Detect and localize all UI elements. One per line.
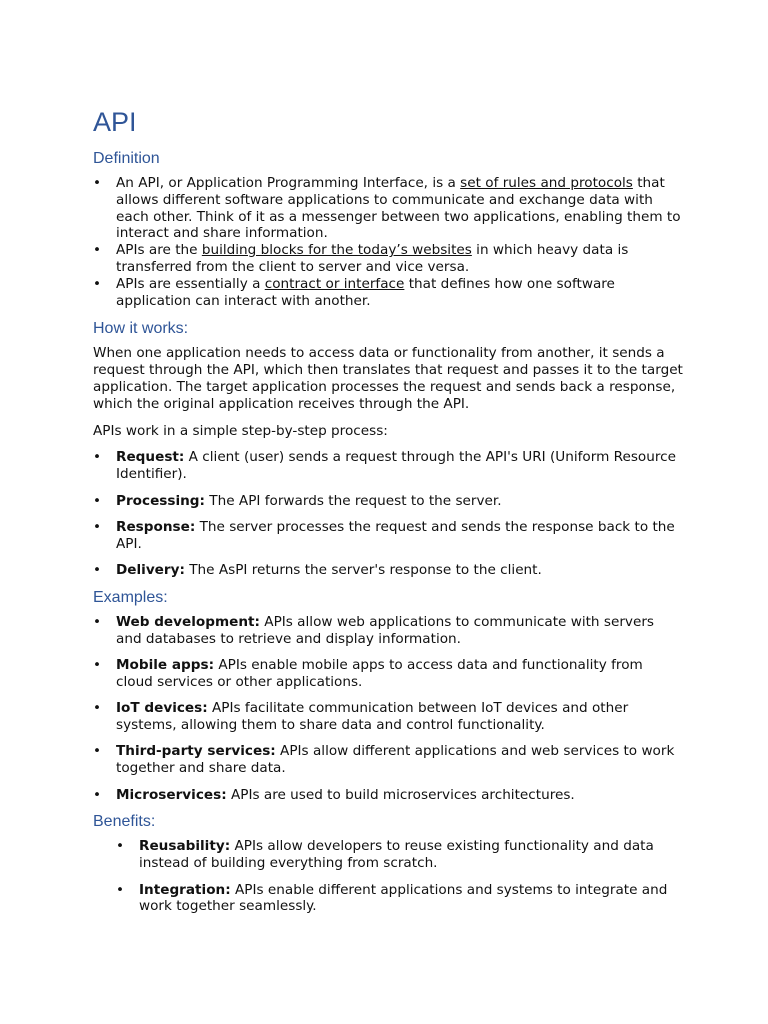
benefit-item (116, 838, 683, 872)
bullet-icon: • (93, 700, 102, 717)
document-content (93, 106, 683, 924)
bullet-icon: • (116, 838, 125, 855)
bullet-icon: • (93, 175, 102, 191)
underlined-phrase: set of rules and protocols (460, 175, 633, 191)
step-text: A client (user) sends a request through the API's URI (Uniform Resource Identifier). (116, 449, 676, 483)
example-item (93, 657, 683, 691)
example-item (93, 614, 683, 648)
bullet-icon: • (93, 242, 102, 259)
definition-text: that allows different software applications to communicate and exchange data with each other. Think of it as a messenger between two applications, enabling them to interact and share information. (116, 175, 681, 242)
definition-text: that defines how one software application can interact with another. (116, 275, 615, 309)
example-text: APIs allow web applications to communicate with servers and databases to retrieve and display information. (116, 613, 654, 647)
step-item (93, 493, 683, 510)
example-text: APIs enable mobile apps to access data and functionality from cloud services or other applications. (116, 657, 643, 690)
benefit-term: Reusability: (139, 838, 231, 855)
definition-list (93, 175, 683, 309)
benefits-list (93, 838, 683, 915)
bullet-icon: • (93, 786, 102, 803)
underlined-phrase: contract or interface (264, 275, 405, 292)
example-text: APIs allow different applications and web services to work together and share data. (116, 743, 675, 777)
example-text: APIs are used to build microservices architectures. (226, 786, 575, 803)
benefit-term: Integration: (139, 881, 231, 898)
example-text: APIs facilitate communication between IoT devices and other systems, allowing them to share data and control functionality. (116, 700, 629, 734)
bullet-icon: • (93, 518, 102, 535)
bullet-icon: • (93, 743, 102, 760)
bullet-icon: • (93, 492, 102, 509)
definition-heading: Definition (93, 150, 160, 167)
definition-text: APIs are essentially a (116, 275, 265, 292)
definition-text: APIs are the (116, 242, 202, 259)
bullet-icon: • (93, 449, 102, 466)
benefit-text: APIs enable different applications and systems to integrate and work together seamlessly. (139, 881, 668, 915)
example-item (93, 787, 683, 804)
bullet-icon: • (116, 881, 125, 898)
example-term: Microservices: (116, 786, 227, 803)
step-text: The server processes the request and sends the response back to the API. (116, 518, 675, 552)
definition-item (93, 276, 683, 310)
step-term: Delivery: (116, 562, 185, 579)
examples-list (93, 614, 683, 804)
example-item (93, 700, 683, 734)
underlined-phrase: building blocks for the today’s websites (201, 242, 472, 259)
benefit-text: APIs allow developers to reuse existing functionality and data instead of building everything from scratch. (139, 838, 654, 872)
definition-item (93, 175, 683, 242)
bullet-icon: • (93, 275, 102, 292)
step-item (93, 519, 683, 553)
definition-text: An API, or Application Programming Interface, is a (116, 175, 461, 191)
benefit-item (116, 882, 683, 916)
process-intro-paragraph: APIs work in a simple step-by-step process: (93, 422, 388, 439)
how-it-works-heading: How it works: (93, 320, 189, 338)
step-item (93, 449, 683, 483)
benefits-heading: Benefits: (93, 813, 156, 831)
example-term: Mobile apps: (116, 657, 215, 674)
step-term: Processing: (116, 492, 205, 509)
steps-list (93, 449, 683, 579)
example-term: Third-party services: (116, 743, 276, 760)
how-it-works-paragraph: When one application needs to access data or functionality from another, it sends a request through the API, which then translates that request and passes it to the target application. The target application processes the request and sends back a response, which the original application receives through the API. (93, 345, 683, 412)
step-term: Response: (116, 518, 196, 535)
example-term: IoT devices: (116, 700, 208, 717)
definition-item (93, 242, 683, 276)
step-text: The API forwards the request to the server. (204, 492, 502, 509)
document-title: API (93, 107, 137, 137)
definition-text: in which heavy data is transferred from the client to server and vice versa. (116, 242, 629, 275)
step-item (93, 562, 683, 579)
bullet-icon: • (93, 613, 102, 630)
step-term: Request: (116, 449, 185, 466)
bullet-icon: • (93, 657, 102, 674)
example-term: Web development: (116, 613, 260, 630)
examples-heading: Examples: (93, 588, 168, 606)
step-text: The AsPI returns the server's response to the client. (184, 562, 542, 579)
example-item (93, 743, 683, 777)
bullet-icon: • (93, 562, 102, 579)
